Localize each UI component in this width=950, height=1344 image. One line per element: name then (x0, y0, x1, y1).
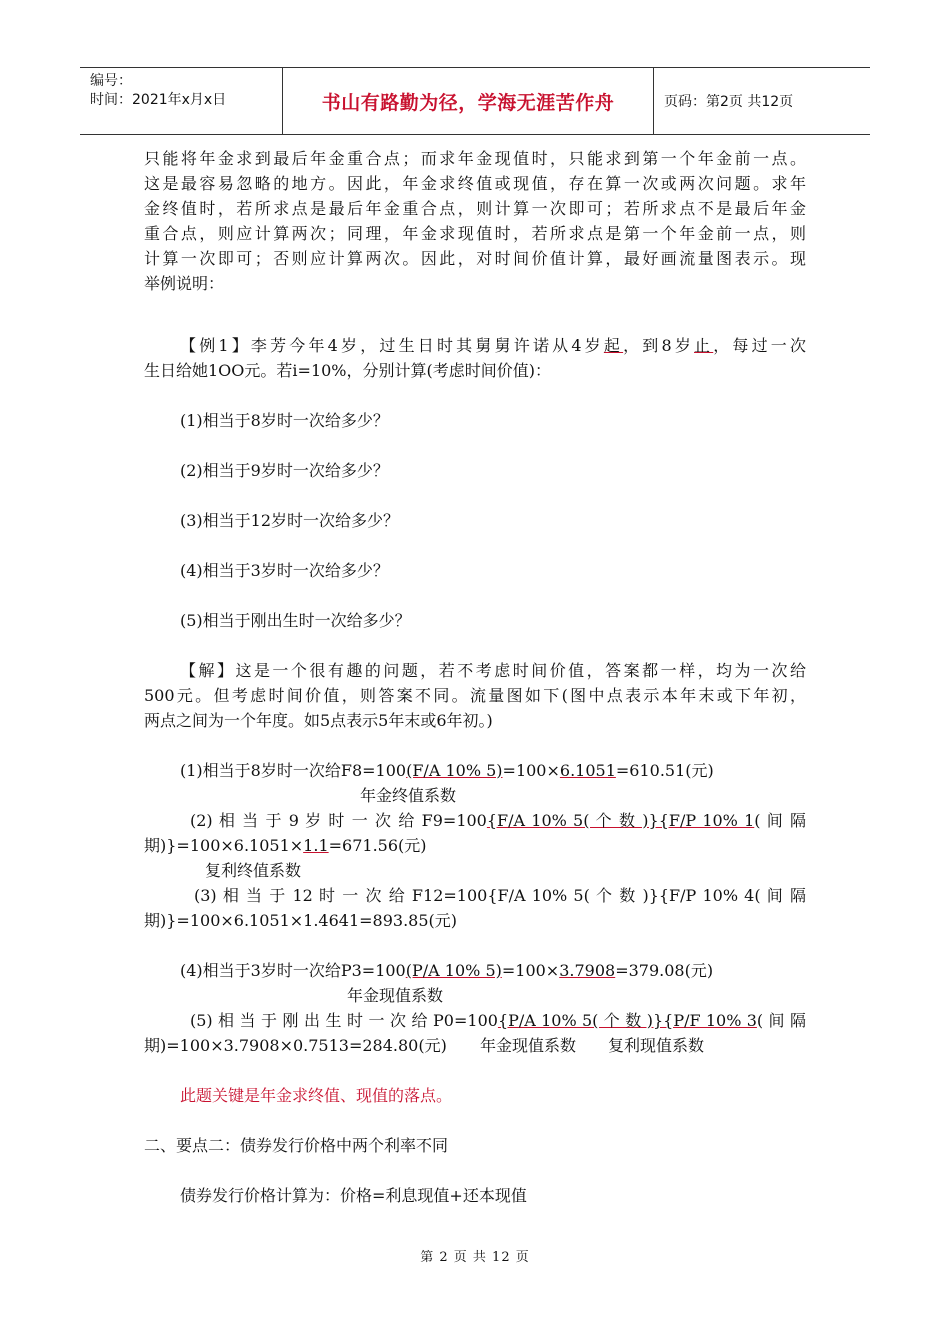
calc-result: =379.08(元) (615, 961, 714, 980)
calc-5-line-1 (190, 1008, 806, 1033)
solution-line-1: 【解】这是一个很有趣的问题，若不考虑时间价值，答案都一样，均为一次给 (180, 661, 806, 680)
solution-line-3: 两点之间为一个年度。如5点表示5年末或6年初。) (144, 711, 493, 730)
calc-1-note: 年金终值系数 (360, 786, 457, 805)
calc-3-line-1: (3) 相 当 于 12 时 一 次 给 F12=100{F/A 10% 5( 个 数 )}{F/P 10% 4( 间 隔 (194, 886, 806, 905)
calc-5-line-2: 期)=100×3.7908×0.7513=284.80(元) (144, 1036, 447, 1055)
code-label: 编号： (90, 73, 132, 89)
question-4: (4)相当于3岁时一次给多少？ (180, 561, 389, 580)
example-underlined-start: 起 (603, 336, 624, 355)
intro-line-1: 只能将年金求到最后年金重合点；而求年金现值时，只能求到第一个年金前一点。 (144, 149, 806, 168)
calc-5-note-2: 复利现值系数 (608, 1036, 705, 1055)
calc-2-line-2 (144, 833, 806, 858)
page-footer: 第 2 页 共 12 页 (420, 1250, 530, 1265)
example-underlined-end: 止 (694, 336, 714, 355)
calc-1 (180, 758, 806, 783)
intro-line-3: 金终值时，若所求点是最后年金重合点，则计算一次即可；若所求点不是最后年金 (144, 199, 806, 218)
time-label: 时间：2021年x月x日 (90, 92, 227, 108)
calc-factor-value: 6.1051 (559, 761, 616, 780)
calc-4-note: 年金现值系数 (347, 986, 444, 1005)
bond-formula: 债券发行价格计算为：价格=利息现值+还本现值 (180, 1186, 527, 1205)
key-point: 此题关键是年金求终值、现值的落点。 (180, 1086, 453, 1105)
calc-result: =671.56(元) (328, 836, 427, 855)
calc-text: 期)}=100×6.1051× (144, 836, 304, 855)
example-text: ，每过一次 (713, 336, 806, 355)
calc-text: ( 间 隔 (754, 811, 807, 830)
intro-line-2: 这是最容易忽略的地方。因此，年金求终值或现值，存在算一次或两次问题。求年 (144, 174, 806, 193)
intro-line-6: 举例说明： (144, 274, 225, 293)
section-2-heading: 二、要点二：债券发行价格中两个利率不同 (144, 1136, 449, 1155)
calc-4 (180, 958, 806, 983)
calc-text: =100× (501, 961, 560, 980)
calc-result: =610.51(元) (615, 761, 714, 780)
header-motto: 书山有路勤为径，学海无涯苦作舟 (282, 68, 654, 134)
calc-text: =100× (502, 761, 560, 780)
question-2: (2)相当于9岁时一次给多少？ (180, 461, 389, 480)
calc-2-note: 复利终值系数 (205, 861, 302, 880)
example-text: 【例1】李芳今年4岁，过生日时其舅舅许诺从4岁 (180, 336, 604, 355)
solution-line-2: 500元。但考虑时间价值，则答案不同。流量图如下(图中点表示本年末或下年初， (144, 686, 806, 705)
calc-factor: (F/A 10% 5) (406, 761, 503, 780)
calc-2-line-1 (190, 808, 806, 833)
question-3: (3)相当于12岁时一次给多少？ (180, 511, 400, 530)
header-meta (80, 68, 282, 134)
calc-text: (5) 相 当 于 刚 出 生 时 一 次 给 P0=100 (190, 1011, 498, 1030)
question-1: (1)相当于8岁时一次给多少？ (180, 411, 389, 430)
calc-5-note-1: 年金现值系数 (480, 1036, 577, 1055)
calc-factor: {P/A 10% 5( 个 数 )}{P/F 10% 3 (497, 1011, 757, 1030)
example-line-2: 生日给她1OO元。若i=10%，分别计算(考虑时间价值)： (144, 361, 551, 380)
calc-factor: (P/A 10% 5) (405, 961, 502, 980)
question-5: (5)相当于刚出生时一次给多少？ (180, 611, 411, 630)
page-header (80, 67, 870, 135)
calc-text: (1)相当于8岁时一次给F8=100 (180, 761, 407, 780)
example-text: ，到8岁 (623, 336, 695, 355)
calc-factor: {F/A 10% 5( 个 数 )}{F/P 10% 1 (486, 811, 755, 830)
calc-text: ( 间 隔 (756, 1011, 806, 1030)
intro-line-5: 计算一次即可；否则应计算两次。因此，对时间价值计算，最好画流量图表示。现 (144, 249, 806, 268)
calc-text: (2) 相 当 于 9 岁 时 一 次 给 F9=100 (190, 811, 487, 830)
intro-line-4: 重合点，则应计算两次；同理，年金求现值时，若所求点是第一个年金前一点，则 (144, 224, 806, 243)
calc-factor-value: 1.1 (303, 836, 329, 855)
calc-text: (4)相当于3岁时一次给P3=100 (180, 961, 406, 980)
calc-3-line-2: 期)}=100×6.1051×1.4641=893.85(元) (144, 911, 458, 930)
calc-factor-value: 3.7908 (559, 961, 616, 980)
header-page-info: 页码：第2页 共12页 (664, 94, 794, 110)
example-line-1 (180, 333, 806, 358)
